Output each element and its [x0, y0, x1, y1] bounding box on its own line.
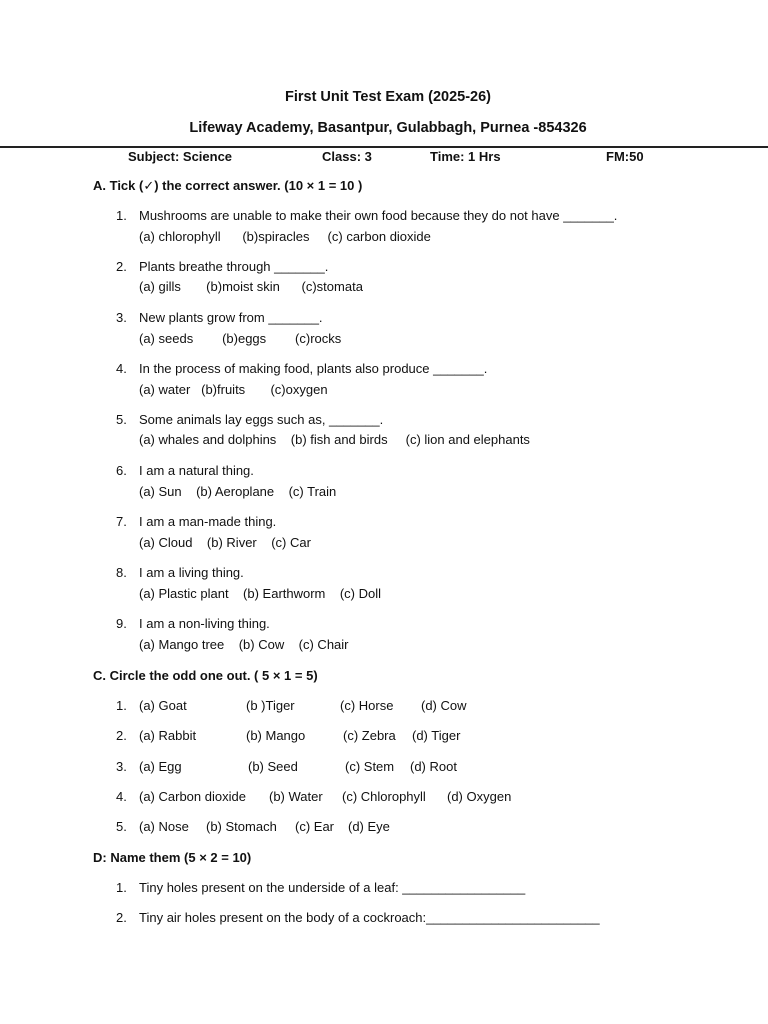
- option-c: (c) Stem: [345, 759, 395, 774]
- full-marks-label: FM:50: [606, 149, 644, 164]
- option-d: (d) Eye: [348, 819, 390, 834]
- question-text: I am a natural thing.: [139, 463, 254, 478]
- option-c: (c) Ear: [295, 819, 334, 834]
- option-a: (a) Egg: [139, 759, 182, 774]
- question-number: 3.: [116, 310, 127, 325]
- option-d: (d) Tiger: [412, 728, 461, 743]
- option-d: (d) Root: [410, 759, 457, 774]
- option-a: (a) Rabbit: [139, 728, 197, 743]
- section-d-heading: D: Name them (5 × 2 = 10): [93, 850, 252, 865]
- option-c: (c) Zebra: [343, 728, 396, 743]
- option-a: (a) Carbon dioxide: [139, 789, 246, 804]
- school-name: Lifeway Academy, Basantpur, Gulabbagh, Purnea -854326: [189, 120, 587, 136]
- question-options: (a) whales and dolphins (b) fish and birds (c) lion and elephants: [139, 432, 530, 447]
- question-number: 9.: [116, 616, 127, 631]
- question-text: I am a man-made thing.: [139, 514, 277, 529]
- question-number: 4.: [116, 361, 127, 376]
- option-a: (a) Nose: [139, 819, 189, 834]
- question-text: I am a living thing.: [139, 565, 244, 580]
- time-label: Time: 1 Hrs: [430, 149, 501, 164]
- question-number: 2.: [116, 259, 127, 274]
- question-number: 1.: [116, 880, 127, 895]
- option-b: (b) Mango: [246, 728, 306, 743]
- option-b: (b )Tiger: [246, 698, 295, 713]
- question-number: 1.: [116, 208, 127, 223]
- exam-title: First Unit Test Exam (2025-26): [284, 89, 492, 105]
- option-c: (c) Horse: [340, 698, 394, 713]
- question-text: Plants breathe through _______.: [139, 259, 329, 274]
- question-text: Mushrooms are unable to make their own food because they do not have _______.: [139, 208, 618, 223]
- option-b: (b) Stomach: [206, 819, 277, 834]
- option-c: (c) Chlorophyll: [342, 789, 426, 804]
- row-number: 2.: [116, 728, 127, 743]
- class-label: Class: 3: [322, 149, 372, 164]
- row-number: 1.: [116, 698, 127, 713]
- option-d: (d) Oxygen: [447, 789, 512, 804]
- row-number: 4.: [116, 789, 127, 804]
- subject-label: Subject: Science: [128, 149, 233, 164]
- question-text: Tiny air holes present on the body of a cockroach:________________________: [139, 910, 600, 925]
- option-b: (b) Seed: [248, 759, 298, 774]
- header-divider: [0, 146, 768, 148]
- question-options: (a) Sun (b) Aeroplane (c) Train: [139, 484, 337, 499]
- question-number: 2.: [116, 910, 127, 925]
- question-options: (a) chlorophyll (b)spiracles (c) carbon dioxide: [139, 229, 431, 244]
- option-a: (a) Goat: [139, 698, 187, 713]
- question-options: (a) seeds (b)eggs (c)rocks: [139, 331, 342, 346]
- question-number: 8.: [116, 565, 127, 580]
- question-text: New plants grow from _______.: [139, 310, 323, 325]
- question-options: (a) Mango tree (b) Cow (c) Chair: [139, 637, 349, 652]
- question-number: 7.: [116, 514, 127, 529]
- question-text: Tiny holes present on the underside of a leaf: _________________: [139, 880, 526, 895]
- question-options: (a) Plastic plant (b) Earthworm (c) Doll: [139, 586, 381, 601]
- section-a-heading: A. Tick (✓) the correct answer. (10 × 1 = 10 ): [93, 178, 363, 193]
- question-text: Some animals lay eggs such as, _______.: [139, 412, 384, 427]
- question-options: (a) Cloud (b) River (c) Car: [139, 535, 311, 550]
- row-number: 3.: [116, 759, 127, 774]
- question-options: (a) water (b)fruits (c)oxygen: [139, 382, 328, 397]
- row-number: 5.: [116, 819, 127, 834]
- question-text: I am a non-living thing.: [139, 616, 270, 631]
- question-options: (a) gills (b)moist skin (c)stomata: [139, 279, 363, 294]
- option-d: (d) Cow: [421, 698, 467, 713]
- section-c-heading: C. Circle the odd one out. ( 5 × 1 = 5): [93, 668, 318, 683]
- question-number: 5.: [116, 412, 127, 427]
- question-text: In the process of making food, plants also produce _______.: [139, 361, 488, 376]
- question-number: 6.: [116, 463, 127, 478]
- option-b: (b) Water: [269, 789, 323, 804]
